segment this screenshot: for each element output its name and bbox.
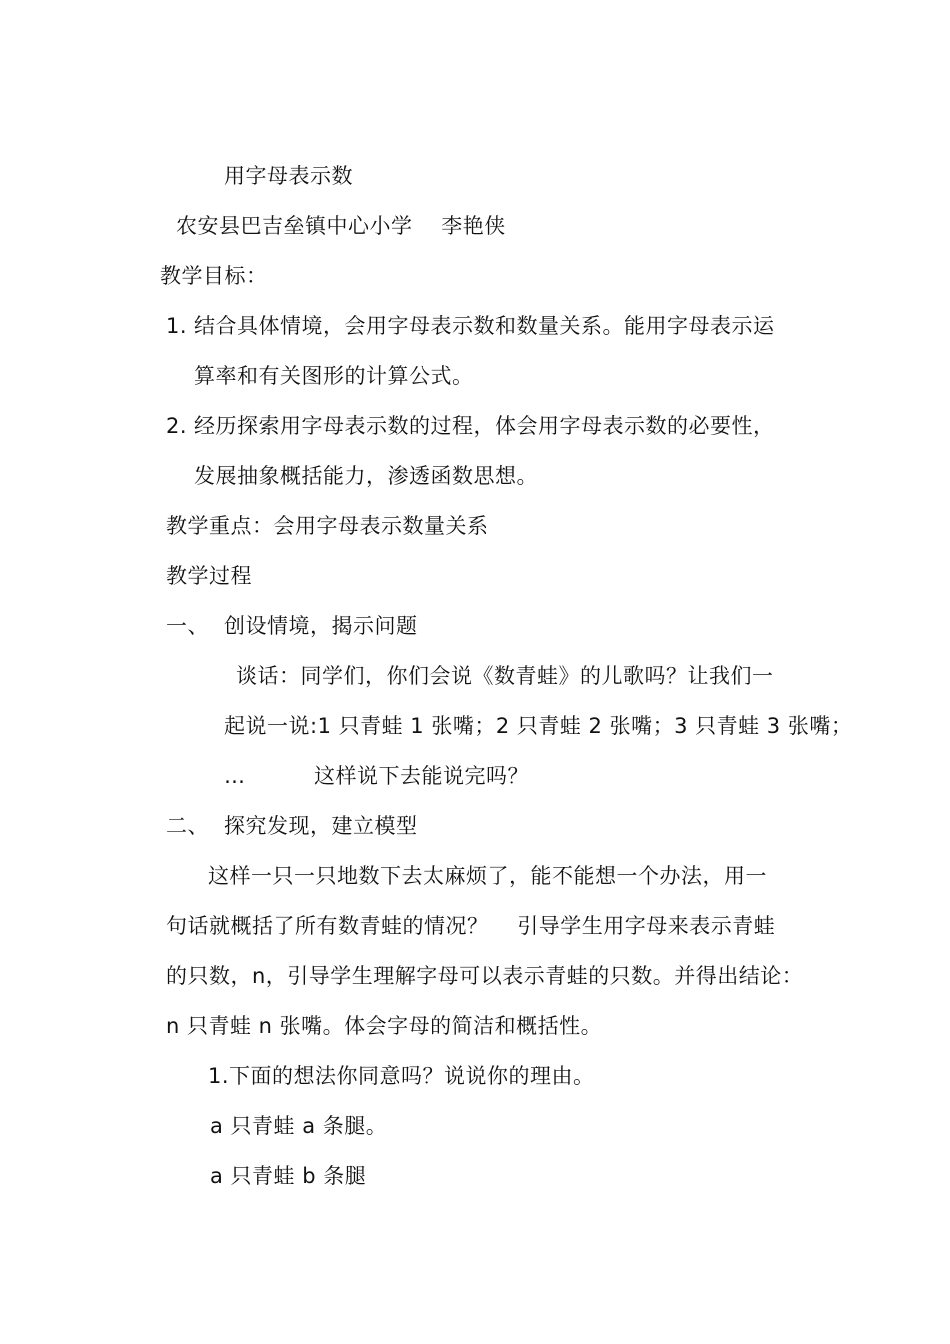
section-2-paragraph-line1: 这样一只一只地数下去太麻烦了，能不能想一个办法，用一 <box>208 864 767 888</box>
section-2-heading <box>166 812 418 840</box>
objective-number: 2. <box>166 414 188 438</box>
exercise-option-a: a 只青蛙 a 条腿。 <box>210 1114 388 1138</box>
objective-item-2 <box>166 412 775 440</box>
document-title: 用字母表示数 <box>224 164 353 188</box>
exercise-option-b: a 只青蛙 b 条腿 <box>210 1164 367 1188</box>
objective-item-1 <box>166 312 775 340</box>
objective-text-line1: 经历探索用字母表示数的过程，体会用字母表示数的必要性， <box>194 414 775 438</box>
section-1-paragraph-line3 <box>224 762 529 790</box>
section-title: 探究发现，建立模型 <box>224 814 418 838</box>
section-number: 一、 <box>166 614 209 638</box>
objective-text-line1: 结合具体情境，会用字母表示数和数量关系。能用字母表示运 <box>194 314 775 338</box>
objectives-heading: 教学目标： <box>160 264 268 288</box>
exercise-question: 1.下面的想法你同意吗？说说你的理由。 <box>208 1064 595 1088</box>
section-1-heading <box>166 612 418 640</box>
section-1-paragraph-line1: 谈话：同学们，你们会说《数青蛙》的儿歌吗？让我们一 <box>236 664 774 688</box>
key-point: 教学重点：会用字母表示数量关系 <box>166 514 489 538</box>
ellipsis: … <box>224 764 246 788</box>
objective-number: 1. <box>166 314 188 338</box>
section-number: 二、 <box>166 814 209 838</box>
question-text: 这样说下去能说完吗？ <box>314 764 529 788</box>
section-2-paragraph-line4: n 只青蛙 n 张嘴。体会字母的简洁和概括性。 <box>166 1014 603 1038</box>
objective-text-line2: 发展抽象概括能力，渗透函数思想。 <box>194 464 538 488</box>
author-line: 农安县巴吉垒镇中心小学 李艳侠 <box>176 214 506 238</box>
process-heading: 教学过程 <box>166 564 252 588</box>
section-2-paragraph-line2: 句话就概括了所有数青蛙的情况？ 引导学生用字母来表示青蛙 <box>166 914 776 938</box>
section-1-paragraph-line2: 起说一说:1 只青蛙 1 张嘴；2 只青蛙 2 张嘴；3 只青蛙 3 张嘴； <box>224 714 853 738</box>
section-2-paragraph-line3: 的只数，n，引导学生理解字母可以表示青蛙的只数。并得出结论： <box>166 964 804 988</box>
section-title: 创设情境，揭示问题 <box>224 614 418 638</box>
objective-text-line2: 算率和有关图形的计算公式。 <box>194 364 474 388</box>
